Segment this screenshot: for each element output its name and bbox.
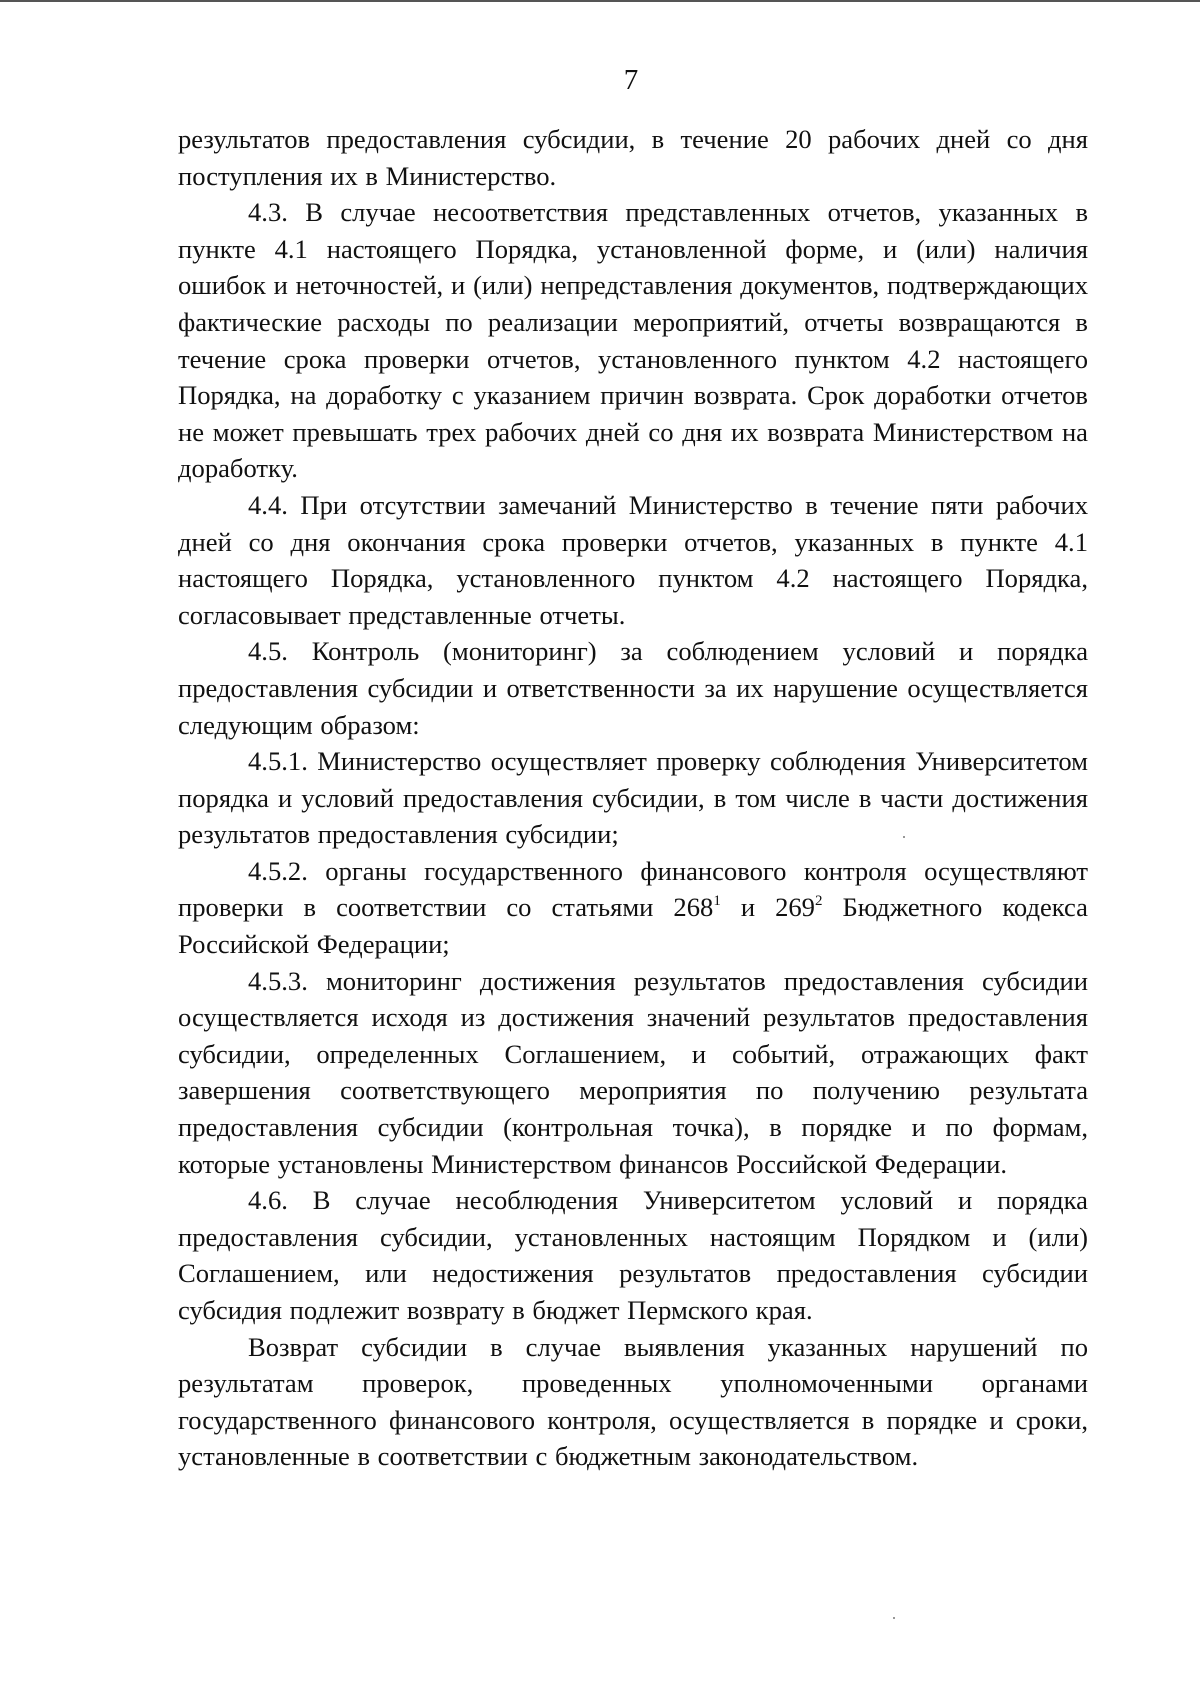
footnote-marker-268: 1	[713, 893, 721, 910]
paragraph-4-5-2-part-a: 4.5.2. органы государственного финансового контроля осуществляют проверки в соответствии со статьями 268	[178, 855, 1088, 923]
paragraph-4-3: 4.3. В случае несоответствия представленных отчетов, указанных в пункте 4.1 настоящего Порядка, установленной форме, и (или) наличия ошибок и неточностей, и (или) непредставления документов, подтверждающих фактические расходы по реализации мероприятий, отчеты возвращаются в течение срока проверки отчетов, установленного пунктом 4.2 настоящего Порядка, на доработку с указанием причин возврата. Срок доработки отчетов не может превышать трех рабочих дней со дня их возврата Министерством на доработку.	[178, 197, 1088, 484]
document-body	[178, 121, 1088, 1475]
page-number: 7	[623, 64, 639, 96]
paragraph-4-5-1: 4.5.1. Министерство осуществляет проверку соблюдения Университетом порядка и условий предоставления субсидии, в том числе в части достижения результатов предоставления субсидии;	[178, 746, 1088, 850]
paragraph-4-4: 4.4. При отсутствии замечаний Министерство в течение пяти рабочих дней со дня окончания срока проверки отчетов, указанных в пункте 4.1 настоящего Порядка, установленного пунктом 4.2 настоящего Порядка, согласовывает представленные отчеты.	[178, 489, 1088, 630]
scan-speck	[903, 836, 905, 838]
paragraph-4-5: 4.5. Контроль (мониторинг) за соблюдением условий и порядка предоставления субсидии и ответственности за их нарушение осуществляется следующим образом:	[178, 636, 1088, 740]
scan-top-edge	[0, 0, 1200, 2]
paragraph-return: Возврат субсидии в случае выявления указанных нарушений по результатам проверок, проведенных уполномоченными органами государственного финансового контроля, осуществляется в порядке и сроки, установленные в соответствии с бюджетным законодательством.	[178, 1331, 1088, 1472]
footnote-marker-269: 2	[814, 893, 823, 910]
paragraph-4-6: 4.6. В случае несоблюдения Университетом условий и порядка предоставления субсидии, установленных настоящим Порядком и (или) Соглашением, или недостижения результатов предоставления субсидии субсидия подлежит возврату в бюджет Пермского края.	[178, 1185, 1088, 1325]
paragraph-4-5-2	[178, 853, 1088, 963]
paragraph-continuation: результатов предоставления субсидии, в течение 20 рабочих дней со дня поступления их в Министерство.	[178, 124, 1088, 191]
paragraph-4-5-3: 4.5.3. мониторинг достижения результатов предоставления субсидии осуществляется исходя из достижения значений результатов предоставления субсидии, определенных Соглашением, и событий, отражающих факт завершения соответствующего мероприятия по получению результата предоставления субсидии (контрольная точка), в порядке и по формам, которые установлены Министерством финансов Российской Федерации.	[178, 965, 1088, 1179]
scan-speck	[893, 1617, 895, 1619]
paragraph-4-5-2-part-c: Бюджетного кодекса Российской Федерации;	[178, 892, 1088, 960]
paragraph-4-5-2-part-b: и 269	[720, 892, 815, 923]
